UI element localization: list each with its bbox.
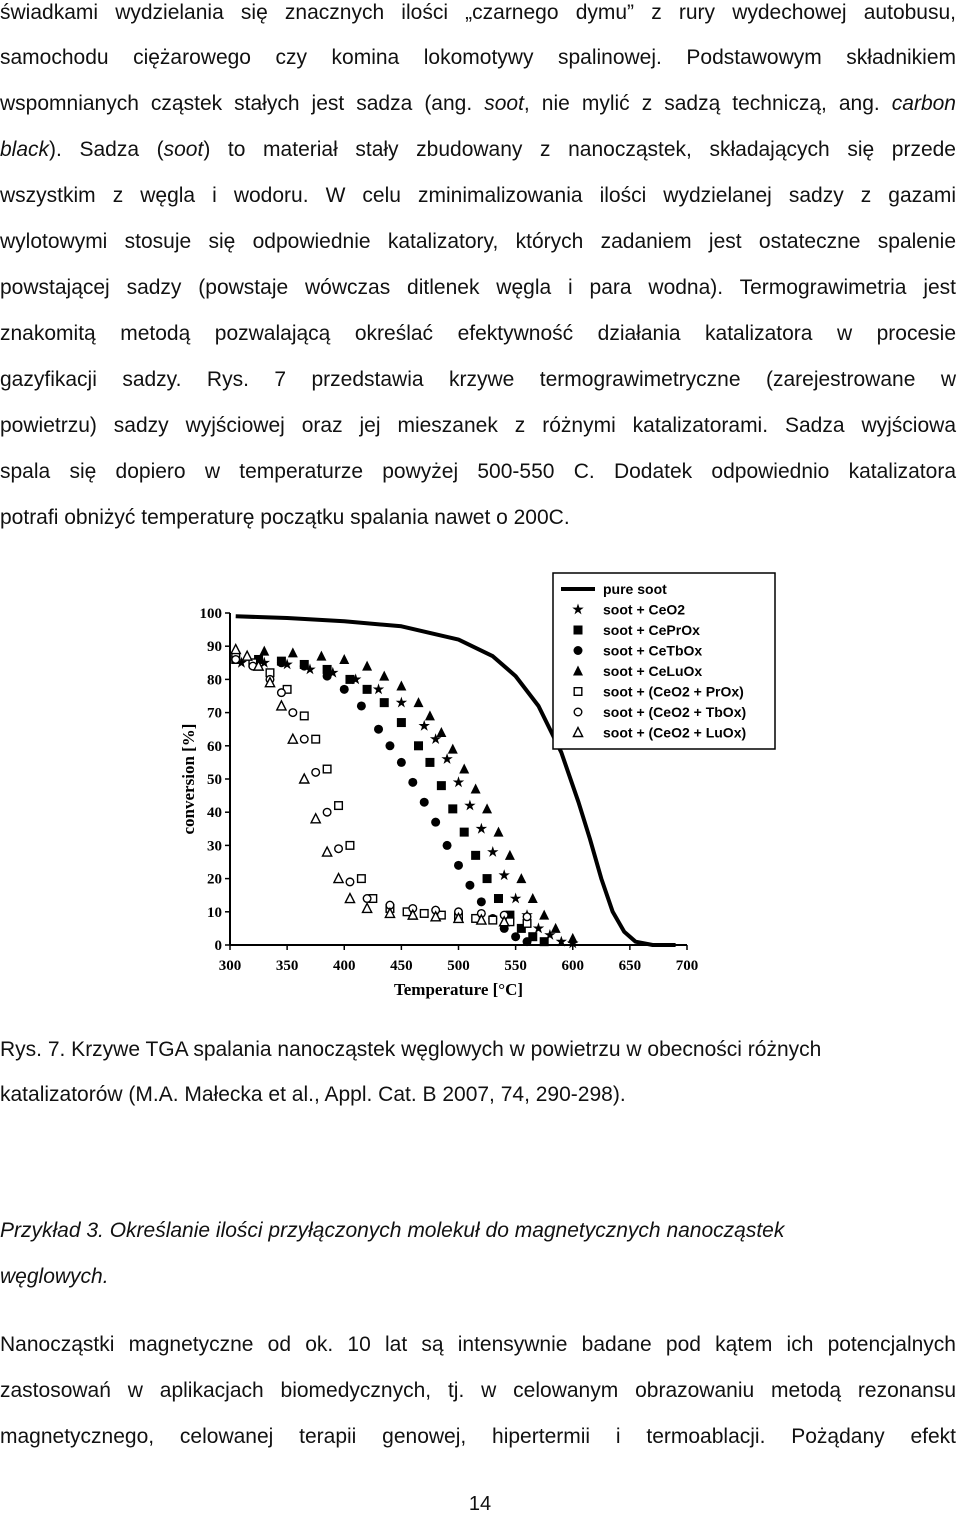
text-line: świadkami wydzielania się znacznych ilości „czarnego dymu” z rury wydechowej autobusu, bbox=[0, 1, 956, 24]
page-number: 14 bbox=[468, 1493, 492, 1515]
data-point-soot-ceo2-luox bbox=[323, 847, 332, 856]
data-point-soot-cetbox bbox=[465, 881, 474, 890]
y-tick-label: 50 bbox=[207, 772, 222, 788]
y-axis-label: conversion [%] bbox=[179, 723, 198, 835]
data-point-soot-cetbox bbox=[340, 685, 349, 694]
text-line: Nanocząstki magnetyczne od ok. 10 lat są intensywnie badane pod kątem ich potencjalnych bbox=[0, 1333, 956, 1356]
text-run: ) to materiał stały zbudowany z nanocząstek, składających się przede bbox=[203, 138, 956, 161]
y-tick-label: 90 bbox=[207, 639, 222, 656]
text-line: gazyfikacji sadzy. Rys. 7 przedstawia krzywe termograwimetryczne (zarejestrowane w bbox=[0, 368, 956, 391]
data-point-soot-ceo2 bbox=[476, 823, 488, 834]
data-point-soot-ceo2 bbox=[453, 776, 464, 787]
text-run: , nie mylić z sadzą techniczą, ang. bbox=[523, 92, 892, 115]
data-point-soot-celuox bbox=[288, 647, 298, 657]
text-line: zastosowań w aplikacjach biomedycznych, tj. w celowanym obrazowaniu metodą rezonansu bbox=[0, 1379, 956, 1402]
data-point-soot-ceo2-prox bbox=[312, 735, 320, 743]
x-tick-label: 600 bbox=[561, 958, 584, 974]
data-point-soot-ceo2-prox bbox=[300, 712, 308, 720]
data-point-soot-celuox bbox=[414, 697, 424, 707]
data-point-soot-celuox bbox=[551, 923, 561, 933]
data-point-soot-ceprox bbox=[540, 937, 549, 946]
data-point-soot-ceo2-luox bbox=[277, 701, 286, 710]
data-point-soot-cetbox bbox=[477, 897, 486, 906]
y-tick-label: 20 bbox=[207, 871, 222, 888]
caption-line: katalizatorów (M.A. Małecka et al., Appl. Cat. B 2007, 74, 290-298). bbox=[0, 1083, 626, 1106]
data-point-soot-cetbox bbox=[443, 841, 452, 850]
data-point-soot-ceo2-prox bbox=[335, 802, 343, 810]
legend-swatch-soot-ceo2-tbox bbox=[574, 708, 582, 716]
x-tick-label: 300 bbox=[218, 958, 242, 974]
text-run: wspomnianych cząstek stałych jest sadza (ang. bbox=[0, 92, 485, 115]
data-point-soot-ceprox bbox=[460, 828, 469, 837]
legend-label: soot + CeTbOx bbox=[603, 642, 703, 659]
text-line: samochodu ciężarowego czy komina lokomotywy spalinowej. Podstawowym składnikiem bbox=[0, 46, 956, 69]
data-point-soot-celuox bbox=[396, 681, 406, 691]
data-point-soot-celuox bbox=[316, 651, 326, 661]
data-point-soot-ceo2-luox bbox=[345, 894, 354, 903]
data-point-soot-ceprox bbox=[345, 675, 354, 684]
text-line: powietrzu) sadzy wyjściowej oraz jej mieszanek z różnymi katalizatorami. Sadza wyjściowa bbox=[0, 414, 956, 437]
data-point-soot-ceo2-prox bbox=[489, 916, 497, 924]
data-point-soot-cetbox bbox=[374, 725, 383, 734]
text-line bbox=[0, 137, 956, 163]
legend-label: soot + (CeO2 + TbOx) bbox=[603, 704, 747, 720]
data-point-soot-ceo2 bbox=[533, 922, 544, 933]
example-heading-line: Przykład 3. Określanie ilości przyłączonych molekuł do magnetycznych nanocząstek bbox=[0, 1219, 785, 1242]
y-tick-label: 40 bbox=[207, 805, 222, 822]
text-line: wylotowymi stosuje się odpowiednie katalizatory, których zadaniem jest ostateczne spalenie bbox=[0, 230, 956, 253]
data-point-soot-celuox bbox=[425, 710, 435, 720]
data-point-soot-ceo2-tbox bbox=[346, 878, 354, 886]
data-point-soot-celuox bbox=[379, 671, 389, 681]
data-point-soot-cetbox bbox=[420, 798, 429, 807]
data-point-soot-ceprox bbox=[425, 758, 434, 767]
data-point-soot-ceo2 bbox=[373, 683, 384, 694]
data-point-soot-ceo2-luox bbox=[334, 874, 343, 883]
data-point-soot-cetbox bbox=[454, 861, 463, 870]
data-point-soot-ceprox bbox=[448, 804, 457, 813]
data-point-soot-celuox bbox=[436, 727, 446, 737]
data-point-soot-celuox bbox=[471, 783, 481, 793]
italic-term: soot bbox=[484, 92, 524, 115]
y-tick-label: 100 bbox=[199, 606, 222, 622]
data-point-soot-cetbox bbox=[523, 937, 532, 946]
data-point-soot-cetbox bbox=[385, 741, 394, 750]
x-tick-label: 500 bbox=[447, 958, 470, 974]
data-point-soot-ceo2-tbox bbox=[363, 895, 371, 903]
data-point-soot-ceprox bbox=[471, 851, 480, 860]
data-point-soot-ceo2 bbox=[510, 893, 521, 904]
x-tick-label: 350 bbox=[275, 958, 299, 974]
data-point-soot-cetbox bbox=[277, 658, 286, 667]
data-point-soot-cetbox bbox=[323, 672, 332, 681]
legend-label: soot + (CeO2 + LuOx) bbox=[603, 724, 747, 741]
data-point-soot-ceo2-luox bbox=[363, 903, 372, 912]
data-point-soot-ceo2-luox bbox=[311, 814, 320, 823]
y-tick-label: 30 bbox=[207, 838, 222, 855]
data-point-soot-ceo2 bbox=[419, 720, 430, 731]
text-line: potrafi obniżyć temperaturę początku spalania nawet o 200C. bbox=[0, 506, 570, 529]
legend-box bbox=[553, 573, 775, 749]
data-point-soot-ceo2-tbox bbox=[523, 913, 531, 921]
data-point-soot-ceo2-tbox bbox=[323, 808, 331, 816]
data-point-soot-cetbox bbox=[511, 932, 520, 941]
data-point-soot-ceo2-prox bbox=[323, 765, 331, 773]
data-point-soot-ceprox bbox=[494, 894, 503, 903]
data-point-soot-ceprox bbox=[380, 698, 389, 707]
data-point-soot-ceo2-luox bbox=[231, 645, 240, 654]
data-point-soot-cetbox bbox=[357, 701, 366, 710]
text-line bbox=[0, 91, 956, 117]
data-point-soot-ceo2 bbox=[487, 846, 498, 857]
data-point-soot-ceprox bbox=[414, 741, 423, 750]
data-point-soot-ceo2-prox bbox=[346, 842, 354, 850]
data-point-soot-ceo2-luox bbox=[288, 734, 297, 743]
tga-chart bbox=[0, 565, 960, 1005]
x-tick-label: 450 bbox=[390, 958, 413, 974]
italic-term: carbon bbox=[891, 92, 956, 115]
data-point-soot-ceprox bbox=[363, 685, 372, 694]
caption-line: Rys. 7. Krzywe TGA spalania nanocząstek węglowych w powietrzu w obecności różnych bbox=[0, 1038, 822, 1061]
legend-label: soot + CeLuOx bbox=[603, 663, 703, 679]
y-tick-label: 10 bbox=[207, 904, 222, 921]
data-point-soot-celuox bbox=[339, 654, 349, 664]
y-tick-label: 0 bbox=[214, 938, 222, 954]
data-point-soot-ceo2-luox bbox=[300, 774, 309, 783]
x-axis-label: Temperature [°C] bbox=[393, 980, 524, 999]
legend-swatch-soot-ceo2-prox bbox=[574, 688, 582, 696]
tga-figure bbox=[0, 565, 960, 1010]
data-point-soot-celuox bbox=[539, 910, 549, 920]
data-point-soot-ceprox bbox=[437, 781, 446, 790]
data-point-soot-ceo2 bbox=[464, 800, 475, 811]
data-point-soot-celuox bbox=[482, 803, 492, 813]
data-point-soot-cetbox bbox=[431, 818, 440, 827]
legend-label: soot + (CeO2 + PrOx) bbox=[603, 683, 744, 700]
data-point-soot-ceo2-tbox bbox=[289, 709, 297, 717]
data-point-soot-ceprox bbox=[397, 718, 406, 727]
text-line: wszystkim z węgla i wodoru. W celu zminimalizowania ilości wydzielanej sadzy z gazami bbox=[0, 184, 956, 207]
data-point-soot-ceo2-prox bbox=[420, 910, 428, 918]
data-point-soot-ceprox bbox=[483, 874, 492, 883]
text-run: ). Sadza ( bbox=[49, 138, 164, 161]
data-point-soot-ceo2 bbox=[396, 697, 407, 708]
data-point-soot-cetbox bbox=[300, 662, 309, 671]
data-point-soot-celuox bbox=[516, 873, 526, 883]
y-tick-label: 70 bbox=[207, 705, 222, 722]
text-line: powstającej sadzy (powstaje wówczas ditlenek węgla i para wodna). Termograwimetria jest bbox=[0, 276, 956, 299]
x-tick-label: 550 bbox=[504, 958, 527, 974]
legend-label: pure soot bbox=[603, 581, 667, 597]
data-point-soot-ceo2 bbox=[441, 753, 452, 764]
data-point-soot-celuox bbox=[568, 933, 578, 943]
data-point-soot-celuox bbox=[448, 744, 458, 754]
x-tick-label: 700 bbox=[675, 958, 699, 974]
data-point-soot-celuox bbox=[259, 646, 269, 656]
legend-swatch-soot-ceprox bbox=[574, 626, 583, 635]
text-line: znakomitą metodą pozwalającą określać efektywność działania katalizatora w procesie bbox=[0, 322, 956, 345]
italic-term: black bbox=[0, 138, 50, 161]
example-heading-line: węglowych. bbox=[0, 1265, 109, 1288]
data-point-soot-celuox bbox=[528, 893, 538, 903]
legend-label: soot + CePrOx bbox=[603, 622, 700, 638]
data-point-soot-celuox bbox=[459, 764, 469, 774]
text-line: spala się dopiero w temperaturze powyżej 500-550 C. Dodatek odpowiednio katalizatora bbox=[0, 460, 956, 483]
legend-swatch-soot-cetbox bbox=[574, 646, 583, 655]
data-point-soot-ceo2 bbox=[499, 869, 510, 880]
data-point-soot-celuox bbox=[362, 661, 372, 671]
x-tick-label: 400 bbox=[333, 958, 356, 974]
italic-term: soot bbox=[163, 138, 204, 161]
data-point-soot-ceo2-prox bbox=[358, 875, 366, 883]
x-tick-label: 650 bbox=[618, 958, 642, 974]
legend-label: soot + CeO2 bbox=[603, 601, 686, 618]
y-tick-label: 60 bbox=[207, 738, 222, 755]
text-line: magnetycznego, celowanej terapii genowej, hipertermii i termoablacji. Pożądany efekt bbox=[0, 1425, 956, 1448]
y-tick-label: 80 bbox=[207, 672, 222, 689]
data-point-soot-ceo2-tbox bbox=[312, 769, 320, 777]
data-point-soot-ceo2-tbox bbox=[300, 735, 308, 743]
data-point-soot-ceo2-luox bbox=[243, 651, 252, 660]
data-point-soot-celuox bbox=[493, 827, 503, 837]
data-point-soot-celuox bbox=[505, 850, 515, 860]
data-point-soot-ceo2-tbox bbox=[335, 845, 343, 853]
data-point-soot-cetbox bbox=[397, 758, 406, 767]
data-point-soot-cetbox bbox=[408, 778, 417, 787]
data-point-soot-ceo2-tbox bbox=[232, 656, 240, 664]
data-point-soot-ceo2-tbox bbox=[278, 689, 286, 697]
